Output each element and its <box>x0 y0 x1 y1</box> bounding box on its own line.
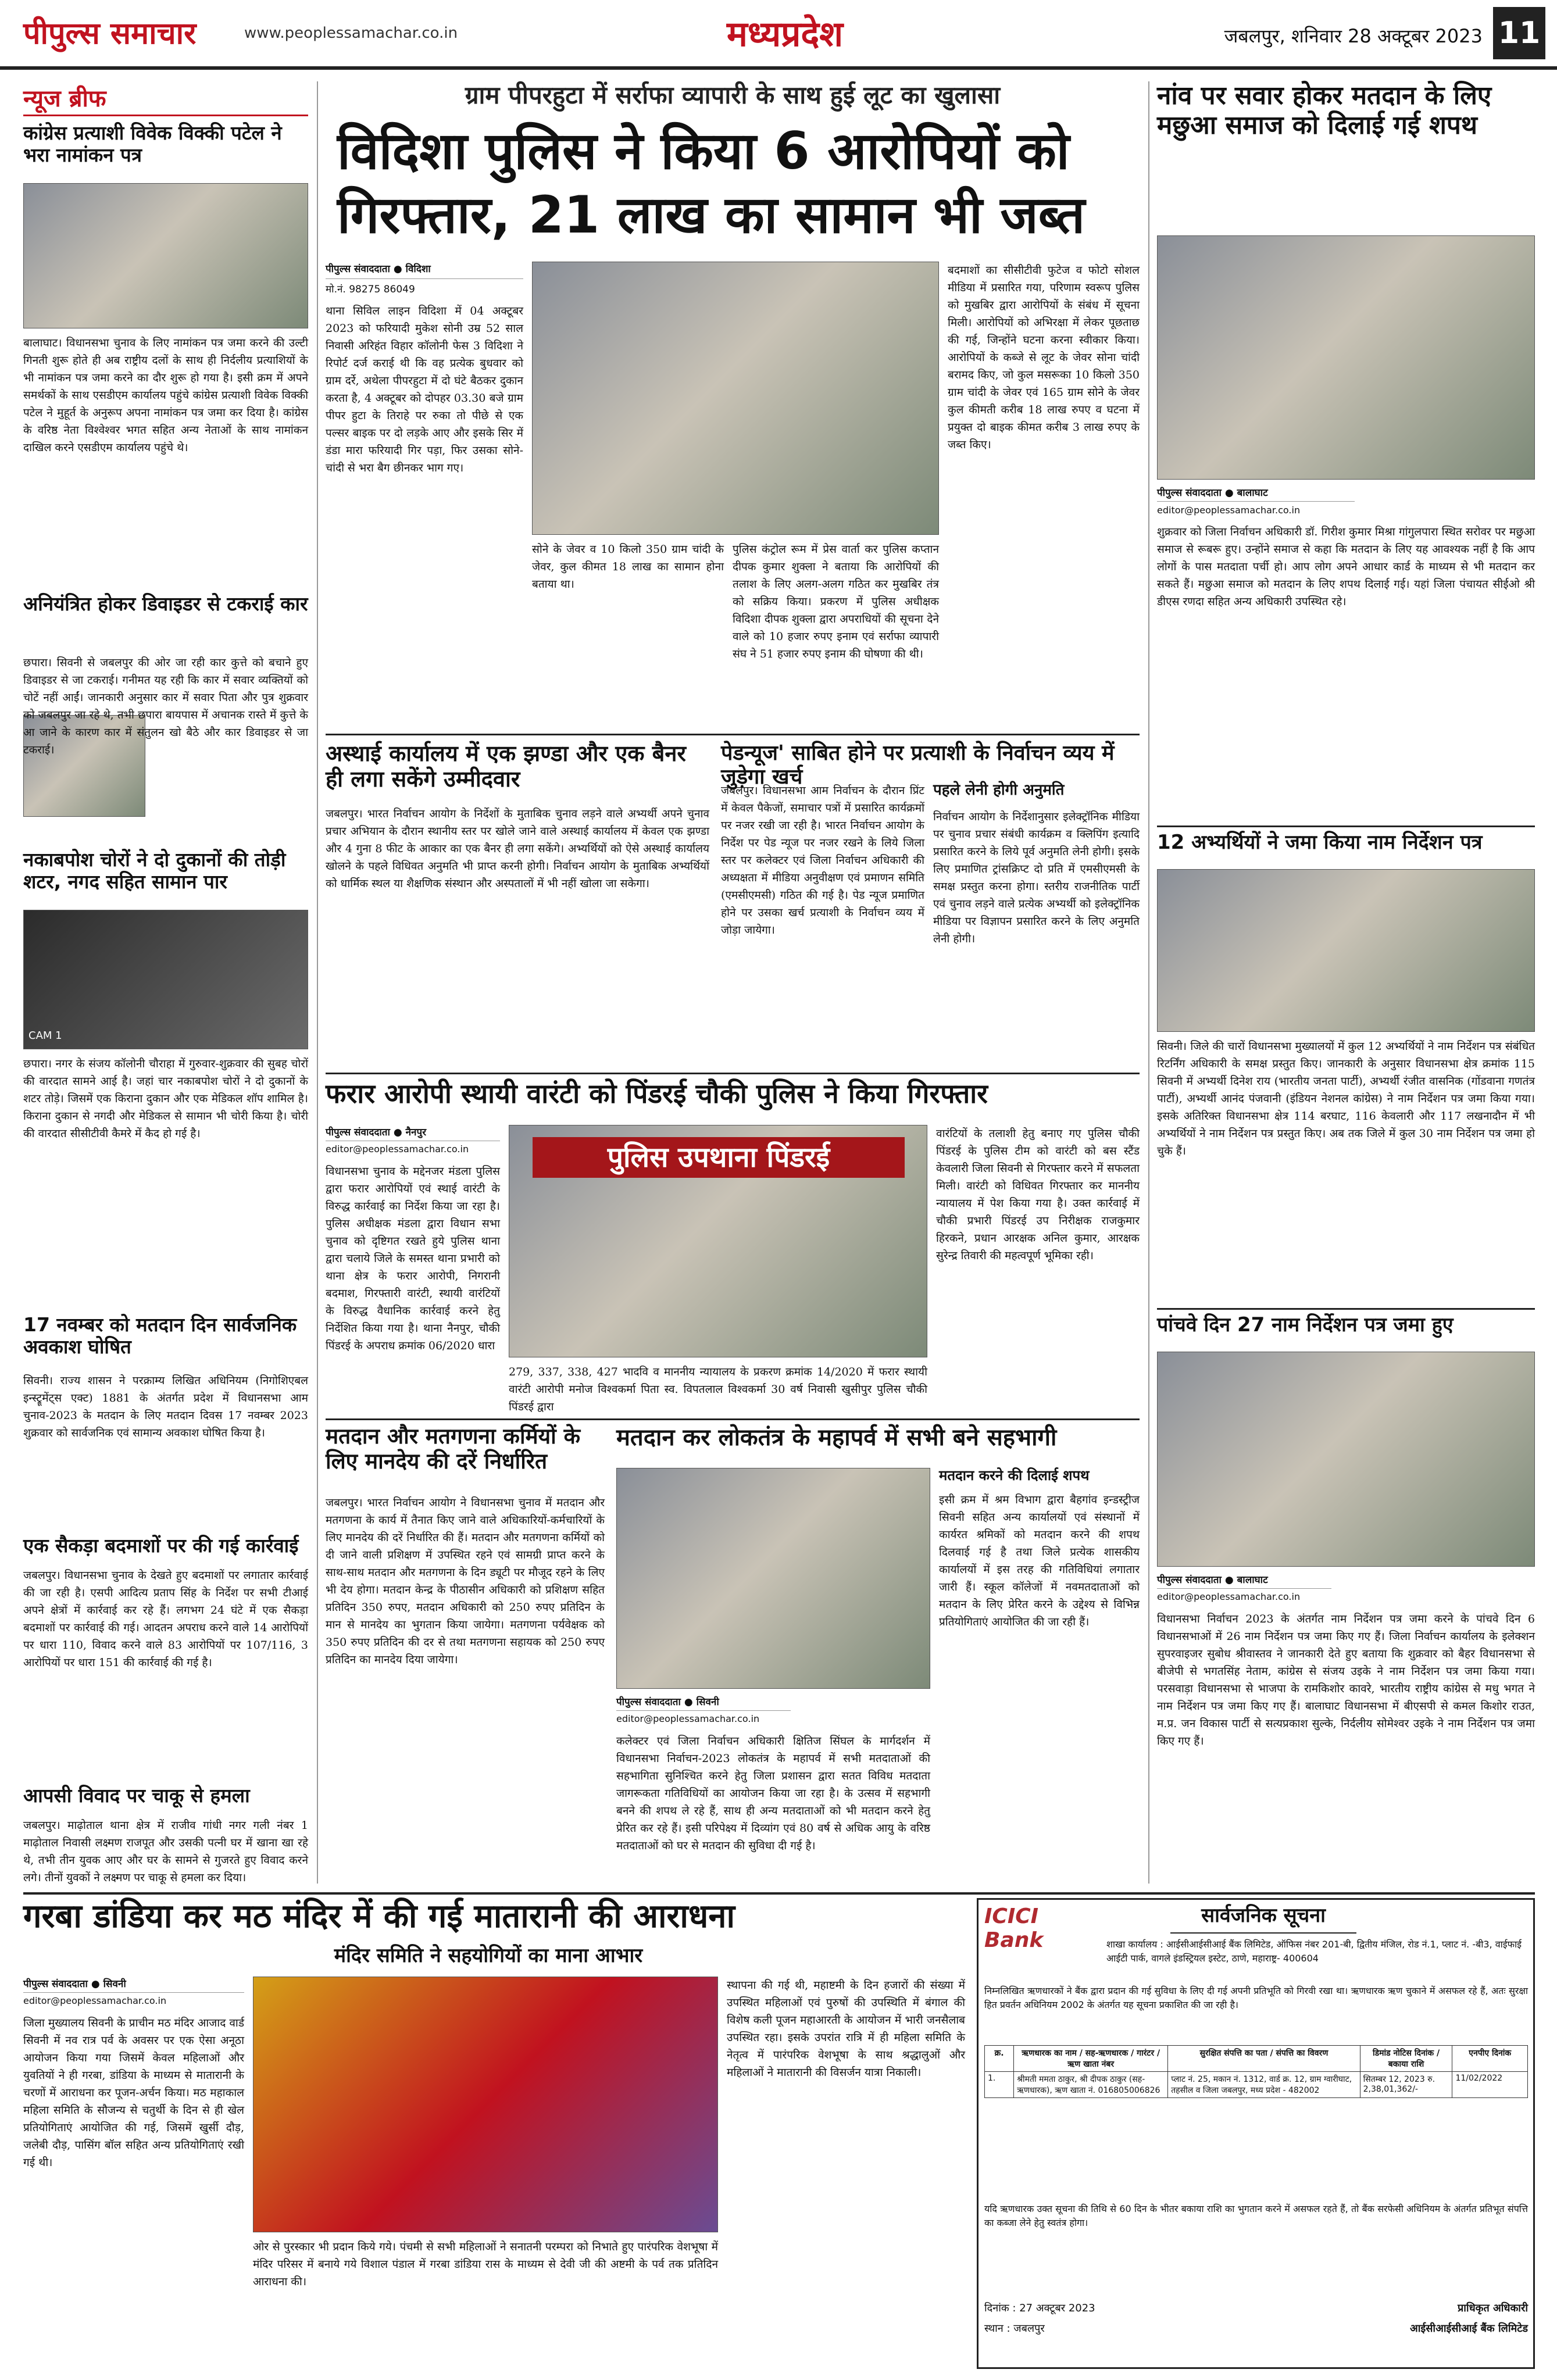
honorarium-story <box>326 1424 605 1884</box>
notice-cell: 11/02/2022 <box>1452 2072 1528 2098</box>
boat-headline: नांव पर सवार होकर मतदान के लिए मछुआ समाज को दिलाई गई शपथ <box>1157 81 1492 140</box>
garba-byline-name: पीपुल्स संवाददाता <box>23 1978 88 1990</box>
lead-police-photo <box>532 262 939 535</box>
democracy-text-2: इसी क्रम में श्रम विभाग द्वारा बैहगांव इन्डस्ट्रीज सिवनी सहित अन्य कार्यालयों एवं संस्थानों में कार्यरत श्रमिकों को मतदान करने की शपथ दिलवाई गई है तथा जिले प्रत्येक शासकीय कार्यालयों में इस तरह की गतिविधियां लगातार जारी हैं। स्कूल कॉलेजों में नवमतदाताओं को मतदान के लिए प्रेरित करने के उद्देश्य से विभिन्न प्रतियोगिताएं आयोजित की जा रही हैं। <box>939 1493 1140 1628</box>
lead-byline-name: पीपुल्स संवाददाता <box>326 263 390 275</box>
lead-kicker: ग्राम पीपरहुटा में सर्राफा व्यापारी के साथ हुई लूट का खुलासा <box>465 81 1001 109</box>
notice-table-wrap <box>984 2045 1528 2196</box>
section-rule <box>326 1418 1140 1420</box>
fifth-day-email[interactable]: editor@peoplessamachar.co.in <box>1157 1591 1301 1602</box>
brief-2-text: छपारा। सिवनी से जबलपुर की ओर जा रही कार कुत्ते को बचाने हुए डिवाइडर से जा टकराई। गनीमत यह रही कि कार में सवार व्यक्तियों को चोटें नहीं आईं। जानकारी अनुसार कार में सवार पिता और पुत्र शुक्रवार को जबलपुर जा रहे थे, तभी छपारा बायपास में अचानक रास्ते में कुत्ते के आ जाने के कारण कार में संतुलन खो बैठे और कार डिवाइडर से जा टकराई। <box>23 656 308 756</box>
notice-office-address: शाखा कार्यालय : आईसीआईसीआई बैंक लिमिटेड, ऑफिस नंबर 201-बी, द्वितीय मंजिल, रोड नं.1, प्लाट नं. -बी3, वाईफाई आईटी पार्क, वागले इंडस्ट्रियल इस्टेट, ठाणे, महाराष्ट्र- 400604 <box>1106 1939 1522 1964</box>
office-headline: अस्थाई कार्यालय में एक झण्डा और एक बैनर ही लगा सकेंगे उम्मीदवार <box>326 741 686 792</box>
fifth-day-story <box>1157 1314 1535 1889</box>
democracy-story <box>616 1424 1140 1884</box>
fifth-day-byline-location: बालाघाट <box>1237 1574 1268 1586</box>
notice-table <box>984 2045 1528 2098</box>
twelve-text: सिवनी। जिले की चारों विधानसभा मुख्यालयों में कुल 12 अभ्यर्थियों ने नाम निर्देशन पत्र संबंधित रिटर्निंग अधिकारी के समक्ष प्रस्तुत किए। जानकारी के अनुसार विधानसभा क्षेत्र क्रमांक 115 सिवनी में अभ्यर्थी दिनेश राय (भारतीय जनता पार्टी), अभ्यर्थी रंजीत वासनिक (गोंडवाना गणतंत्र पार्टी), अभ्यर्थी आनंद पंजवानी (इंडियन नेशनल कांग्रेस) ने नाम निर्देशन पत्र जमा किया गया। इसके अतिरिक्त विधानसभा क्षेत्र 114 बरघाट, 116 केवलारी और 117 लखनादौन में भी अभ्यर्थियों ने नाम निर्देशन पत्र प्रस्तुत किए। अब तक जिले में कुल 30 नाम निर्देशन पत्र जमा हो चुके हैं। <box>1157 1040 1535 1157</box>
masthead-logo: पीपुल्स समाचार <box>23 16 197 51</box>
brief-3-title: नकाबपोश चोरों ने दो दुकानों की तोड़ी शटर, नगद सहित सामान पार <box>23 848 286 893</box>
cam-label: CAM 1 <box>28 1030 62 1042</box>
garba-byline-location: सिवनी <box>103 1978 126 1990</box>
section-rule <box>326 1073 1140 1074</box>
democracy-byline: पीपुल्स संवाददाता ● सिवनी <box>616 1695 791 1711</box>
paidnews-text-2: निर्वाचन आयोग के निर्देशानुसार इलेक्ट्रॉनिक मीडिया पर चुनाव प्रचार संबंधी कार्यक्रम व क्लिपिंग इत्यादि प्रसारित करने के लिये पूर्व अनुमति लेनी होगी। इसके लिए प्रमाणित ट्रांसक्रिप्ट दो प्रति में एमसीएमसी के समक्ष प्रस्तुत करना होगा। स्तरीय राजनीतिक पार्टी एवं चुनाव लड़ने वाले प्रत्येक अभ्यर्थी को इलेक्ट्रॉनिक मीडिया पर विज्ञापन प्रसारित करने के लिए अनुमति लेनी होगी। <box>933 810 1140 945</box>
police-station-sign: पुलिस उपथाना पिंडरई <box>533 1137 905 1178</box>
fifth-day-rally-photo <box>1157 1352 1535 1567</box>
column-divider <box>1148 81 1149 1884</box>
notice-title: सार्वजनिक सूचना <box>1170 1904 1356 1934</box>
brief-1-photo <box>23 183 308 328</box>
boat-email[interactable]: editor@peoplessamachar.co.in <box>1157 505 1301 516</box>
garba-email[interactable]: editor@peoplessamachar.co.in <box>23 1995 167 2006</box>
fugitive-police-station-photo <box>509 1125 927 1357</box>
brief-5-title: एक सैकड़ा बदमाशों पर की गई कार्रवाई <box>23 1534 299 1557</box>
boat-byline-name: पीपुल्स संवाददाता <box>1157 487 1222 499</box>
fifth-day-byline-name: पीपुल्स संवाददाता <box>1157 1574 1222 1586</box>
table-row <box>985 2072 1528 2098</box>
fugitive-email[interactable]: editor@peoplessamachar.co.in <box>326 1143 469 1155</box>
honorarium-headline: मतदान और मतगणना कर्मियों के लिए मानदेय की दरें निर्धारित <box>326 1424 580 1474</box>
notice-cell: प्लाट नं. 25, मकान नं. 1312, वार्ड क्र. 12, ग्राम ग्वारीघाट, तहसील व जिला जबलपुर, मध्य प्रदेश - 482002 <box>1168 2072 1360 2098</box>
notice-place: स्थान : जबलपुर <box>984 2322 1045 2335</box>
fifth-day-text: विधानसभा निर्वाचन 2023 के अंतर्गत नाम निर्देशन पत्र जमा करने के पांचवे दिन 6 विधानसभाओं में 26 नाम निर्देशन पत्र जमा किए गए हैं। जिला निर्वाचन कार्यालय के इलेक्शन सुपरवाइजर सुबोध श्रीवास्तव ने जानकारी देते हुए बताया कि शुक्रवार को बैहर विधानसभा से बीजेपी से भगतसिंह नेताम, कांग्रेस से संजय उइके ने नाम निर्देशन पत्र जमा किया गया। परसवाड़ा विधानसभा से भाजपा के रामकिशोर कावरे, भारतीय राष्ट्रीय कांग्रेस से मधु भगत ने नाम निर्देशन पत्र जमा किए गए हैं। बालाघाट विधानसभा में बीएसपी से कमल किशोर राउत, म.प्र. जन विकास पार्टी से सत्यप्रकाश सुल्के, निर्दलीय सोमेश्वर उइके ने नाम निर्देशन पत्र जमा किए गए हैं। <box>1157 1613 1535 1748</box>
boat-photo <box>1157 235 1535 480</box>
paidnews-story <box>721 741 1140 1067</box>
notice-intro: निम्नलिखित ऋणधारकों ने बैंक द्वारा प्रदान की गई सुविधा के लिए दी गई अपनी प्रतिभूति को गिरवी रखा था। ऋणधारक ऋण चुकाने में असफल रहे हैं, अतः सुरक्षा हित प्रवर्तन अधिनियम 2002 के अंतर्गत यह सूचना प्रकाशित की जा रही है। <box>984 1985 1528 2010</box>
notice-signatory: प्राधिकृत अधिकारी <box>1458 2302 1528 2314</box>
brief-5-text: जबलपुर। विधानसभा चुनाव के देखते हुए बदमाशों पर लगातार कार्रवाई की जा रही है। एसपी आदित्य प्रताप सिंह के निर्देश पर सभी टीआई अपने क्षेत्रों में कार्रवाई कर रहे हैं। लगभग 24 घंटे में एक सैकड़ा बदमाशों पर कार्रवाई की गई। आदतन अपराध करने वाले 14 आरोपियों पर धारा 110, विवाद करने वाले 83 आरोपियों पर 107/116, 3 आरोपियों पर धारा 151 की कार्रवाई की गई है। <box>23 1569 308 1669</box>
brief-2-title: अनियंत्रित होकर डिवाइडर से टकराई कार <box>23 592 308 615</box>
brief-6-text: जबलपुर। माढ़ोताल थाना क्षेत्र में राजीव गांधी नगर गली नंबर 1 माढ़ोताल निवासी लक्ष्मण राजपूत और उसकी पत्नी घर में खाना खा रहे थे, तभी तीन युवक आए और घर के सामने से गुजरते हुए विवाद करने लगे। तीनों युवकों ने लक्ष्मण पर चाकू से हमला कर दिया। <box>23 1819 308 1884</box>
democracy-headline: मतदान कर लोकतंत्र के महापर्व में सभी बने सहभागी <box>616 1424 1057 1451</box>
fifth-day-byline: पीपुल्स संवाददाता ● बालाघाट <box>1157 1573 1331 1589</box>
boat-text: शुक्रवार को जिला निर्वाचन अधिकारी डॉ. गिरीश कुमार मिश्रा गांगुलपारा स्थित सरोवर पर मछुआ समाज से रूबरू हुए। उन्होंने समाज से कहा कि मतदान के लिए यह आवश्यक नहीं है कि आप लोगों के पास मतदाता पर्ची हो। आप लोग अपने आधार कार्ड के माध्यम से भी मतदान कर सकते हैं। मछुआ समाज को मतदान के लिए शपथ दिलाई गई। यहां जिला पंचायत सीईओ श्री डीएस रणदा सहित अन्य अधिकारी उपस्थित रहे। <box>1157 526 1535 608</box>
notice-header-cell: सुरक्षित संपत्ति का पता / संपत्ति का विवरण <box>1168 2046 1360 2072</box>
twelve-story <box>1157 831 1535 1302</box>
lead-photo-caption: सोने के जेवर व 10 किलो 350 ग्राम चांदी के जेवर, कुल कीमत 18 लाख का सामान होना बताया था। <box>532 543 724 591</box>
brief-3-cctv-photo <box>23 910 308 1049</box>
section-rule <box>23 1892 1535 1895</box>
garba-story <box>23 1898 965 2369</box>
notice-date: दिनांक : 27 अक्टूबर 2023 <box>984 2302 1095 2314</box>
lead-col1-text: थाना सिविल लाइन विदिशा में 04 अक्टूबर 2023 को फरियादी मुकेश सोनी उम्र 52 साल निवासी अरिहंत विहार कॉलोनी फेस 3 विदिशा ने रिपोर्ट दर्ज कराई थी कि वह प्रत्येक बुधवार को ग्राम दर्रे, अथेला पीपरहुटा में दो घंटे बैठकर दुकान करता है, 4 अक्टूबर को दोपहर 03.30 बजे ग्राम पीपर हुटा के तिराहे पर रुका तो पीछे से एक पल्सर बाइक पर दो लड़के आए और इसके सिर में डंडा मारा फरियादी गिर पड़ा, फिर उसका सोने-चांदी से भरा बैग छीनकर भाग गए। <box>326 305 523 474</box>
twelve-photo <box>1157 869 1535 1032</box>
masthead <box>0 0 1557 70</box>
column-divider <box>317 81 318 1884</box>
lead-story <box>326 81 1140 727</box>
fugitive-text: विधानसभा चुनाव के मद्देनजर मंडला पुलिस द्वारा फरार आरोपियों एवं स्थाई वारंटी के विरुद्ध कार्रवाई का निर्देश किया जा रहा है। पुलिस अधीक्षक मंडला द्वारा विधान सभा चुनाव को दृष्टिगत रखते हुये पुलिस थाना द्वारा चलाये जिले के समस्त थाना प्रभारी को थाना क्षेत्र के फरार आरोपी, निगरानी बदमाश, गिरफ्तारी वारंटी, स्थायी वारंटियों के विरुद्ध वैधानिक कार्रवाई करने हेतु निर्देशित किया गया है। थाना नैनपुर, चौकी पिंडरई के अपराध क्रमांक 06/2020 धारा <box>326 1165 500 1352</box>
garba-byline: पीपुल्स संवाददाता ● सिवनी <box>23 1977 244 1993</box>
brief-6-title: आपसी विवाद पर चाकू से हमला <box>23 1784 250 1807</box>
democracy-photo <box>616 1468 930 1689</box>
fugitive-photo-caption: 279, 337, 338, 427 भादवि व माननीय न्यायालय के प्रकरण क्रमांक 14/2020 में फरार स्थायी वारंटी आरोपी मनोज विश्वकर्मा पिता स्व. विपतलाल विश्वकर्मा 30 वर्ष निवासी खुसीपुर पुलिस चौकी पिंडरई द्वारा <box>509 1366 927 1413</box>
democracy-byline-name: पीपुल्स संवाददाता <box>616 1696 681 1708</box>
notice-cell: 1. <box>985 2072 1014 2098</box>
notice-signatory-bank: आईसीआईसीआई बैंक लिमिटेड <box>1410 2322 1528 2335</box>
notice-cell: सितम्बर 12, 2023 रु. 2,38,01,362/- <box>1360 2072 1452 2098</box>
section-title: मध्यप्रदेश <box>726 14 844 55</box>
boat-story <box>1157 81 1535 820</box>
section-rule <box>1157 826 1535 827</box>
fugitive-byline-name: पीपुल्स संवाददाता <box>326 1127 390 1138</box>
boat-byline-location: बालाघाट <box>1237 487 1268 499</box>
notice-header-cell: ऋणधारक का नाम / सह-ऋणधारक / गारंटर / ऋण खाता नंबर <box>1014 2046 1168 2072</box>
honorarium-text: जबलपुर। भारत निर्वाचन आयोग ने विधानसभा चुनाव में मतदान और मतगणना के कार्य में तैनात किए जाने वाले अधिकारियों-कर्मचारियों के लिए मानदेय की दरें निर्धारित की हैं। मतदान और मतगणना कर्मियों को दी जाने वाली प्रशिक्षण में उपस्थित रहने एवं सामग्री प्राप्त करने के साथ-साथ मतदान और मतगणना के दिन ड्यूटी पर मौजूद रहने के लिए भी देय होगा। मतदान केन्द्र के पीठासीन अधिकारी को प्रशिक्षण सहित प्रतिदिन 350 रुपए, मतदान अधिकारी को 250 रुपए प्रतिदिन के मान से मानदेय का भुगतान किया जायेगा। मतगणना पर्यवेक्षक को 350 रुपए प्रतिदिन की दर से तथा मतगणना सहायक को 250 रुपए प्रतिदिन का मानदेय दिया जायेगा। <box>326 1496 605 1666</box>
brief-4-text: सिवनी। राज्य शासन ने परक्राम्य लिखित अधिनियम (निगोशिएबल इन्स्ट्रूमेंट्स एक्ट) 1881 के अंतर्गत प्रदेश में विधानसभा आम चुनाव-2023 के मतदान के लिए मतदान दिवस 17 नवम्बर 2023 शुक्रवार को सार्वजनिक एवं सामान्य अवकाश घोषित किया है। <box>23 1374 308 1439</box>
lead-col3-text: बदमाशों का सीसीटीवी फुटेज व फोटो सोशल मीडिया में प्रसारित गया, परिणाम स्वरूप पुलिस को मुखबिर द्वारा आरोपियों के संबंध में सूचना मिली। आरोपियों को अभिरक्षा में लेकर पूछताछ की गई, जिन्होंने घटना करना स्वीकार किया। आरोपियों के कब्जे से लूट के जेवर सोना चांदी बरामद किए, जो कुल मसरूका 10 किलो 350 ग्राम चांदी के जेवर एवं 165 ग्राम सोने के जेवर कुल कीमती करीब 18 लाख रुपए व घटना में प्रयुक्त दो बाइक कीमत करीब 3 लाख रुपए के जब्त किए। <box>948 264 1140 451</box>
paidnews-text: जबलपुर। विधानसभा आम निर्वाचन के दौरान प्रिंट में केवल पैकेजों, समाचार पत्रों में प्रसारित कार्यक्रमों पर नजर रखी जा रही है। भारत निर्वाचन आयोग के निर्देश पर पेड न्यूज पर नजर रखने के लिये जिला स्तर पर कलेक्टर एवं जिला निर्वाचन अधिकारी की अध्यक्षता में मीडिया अनुवीक्षण एवं प्रमाणन समिति (एमसीएमसी) गठित की गई है। पेड न्यूज प्रमाणित होने पर उसका खर्च प्रत्याशी के निर्वाचन व्यय में जोड़ा जायेगा। <box>721 784 924 937</box>
garba-headline: गरबा डांडिया कर मठ मंदिर में की गई मातारानी की आराधना <box>23 1897 735 1935</box>
brief-1-text: बालाघाट। विधानसभा चुनाव के लिए नामांकन पत्र जमा करने की उल्टी गिनती शुरू होते ही अब राष्ट्रीय दलों के साथ ही निर्दलीय प्रत्याशियों के भी नामांकन पत्र जमा करने का दौर शुरू हो गया है। इसी क्रम में अपने समर्थकों के साथ एसडीएम कार्यालय पहुंचे कांग्रेस प्रत्याशी विवेक विक्की पटेल ने मुहूर्त के अनुरूप अपना नामांकन पत्र जमा कर दिया है। कांग्रेस के वरिष्ठ नेता विश्वेश्वर भगत सहित अन्य नेताओं के साथ नामांकन दाखिल करने एसडीएम कार्यालय पहुंचे थे। <box>23 337 308 454</box>
fugitive-headline: फरार आरोपी स्थायी वारंटी को पिंडरई चौकी पुलिस ने किया गिरफ्तार <box>326 1078 988 1109</box>
democracy-subhead: मतदान करने की दिलाई शपथ <box>939 1467 1090 1484</box>
fifth-day-headline: पांचवे दिन 27 नाम निर्देशन पत्र जमा हुए <box>1157 1313 1454 1336</box>
notice-cell: श्रीमती ममता ठाकुर, श्री दीपक ठाकुर (सह-ऋणधारक), ऋण खाता नं. 016805006826 <box>1014 2072 1168 2098</box>
brief-4-title: 17 नवम्बर को मतदान दिन सार्वजनिक अवकाश घोषित <box>23 1313 297 1358</box>
paidnews-headline: पेडन्यूज' साबित होने पर प्रत्याशी के निर्वाचन व्यय में जुड़ेगा खर्च <box>721 741 1115 789</box>
notice-footer: यदि ऋणधारक उक्त सूचना की तिथि से 60 दिन के भीतर बकाया राशि का भुगतान करने में असफल रहते हैं, तो बैंक सरफेसी अधिनियम के अंतर्गत प्रतिभूत संपत्ति का कब्जा लेने हेतु स्वतंत्र होगा। <box>984 2203 1528 2228</box>
democracy-email[interactable]: editor@peoplessamachar.co.in <box>616 1713 760 1724</box>
dateline: जबलपुर, शनिवार 28 अक्टूबर 2023 <box>1224 25 1483 47</box>
masthead-website[interactable]: www.peoplessamachar.co.in <box>244 24 458 42</box>
notice-table-header <box>985 2046 1528 2072</box>
icici-logo: ICICI Bank <box>984 1904 1044 1952</box>
news-brief-label: न्यूज ब्रीफ <box>23 81 308 116</box>
page-number: 11 <box>1493 7 1545 59</box>
brief-1-title: कांग्रेस प्रत्याशी विवेक विक्की पटेल ने भरा नामांकन पत्र <box>23 121 282 166</box>
garba-text-2: स्थापना की गई थी, महाष्टमी के दिन हजारों की संख्या में उपस्थित महिलाओं एवं पुरुषों की उपस्थिति में बंगाल की विशेष कली पूजन महाआरती के आयोजन में भारी जनसैलाब उपस्थित रहा। इसके उपरांत रात्रि में ही महिला समिति के नेतृत्व में पारंपरिक वेशभूषा के साथ श्रद्धालुओं और महिलाओं ने मातारानी की विसर्जन यात्रा निकाली। <box>727 1979 965 2079</box>
boat-byline: पीपुल्स संवाददाता ● बालाघाट <box>1157 485 1355 502</box>
paidnews-subhead: पहले लेनी होगी अनुमति <box>933 781 1065 799</box>
icici-public-notice <box>977 1898 1535 2369</box>
fugitive-byline: पीपुल्स संवाददाता ● नैनपुर <box>326 1125 500 1141</box>
lead-headline: विदिशा पुलिस ने किया 6 आरोपियों को गिरफ्तार, 21 लाख का सामान भी जब्त <box>337 121 1085 245</box>
office-text: जबलपुर। भारत निर्वाचन आयोग के निर्देशों के मुताबिक चुनाव लड़ने वाले अभ्यर्थी अपने चुनाव प्रचार अभियान के दौरान स्थानीय स्तर पर खोले जाने वाले अस्थाई कार्यालय में केवल एक झण्डा और 4 गुना 8 फीट के आकार का एक बैनर ही लगा सकेंगे। अभ्यर्थियों को ऐसे अस्थाई कार्यालय खोलने के पहले विधिवत अनुमति भी प्राप्त करनी होगी। निर्वाचन आयोग के मुताबिक अभ्यर्थियों को धार्मिक स्थल या शैक्षणिक संस्थान और अस्पतालों में भी नहीं खोला जा सकेगा। <box>326 807 709 890</box>
garba-text: जिला मुख्यालय सिवनी के प्राचीन मठ मंदिर आजाद वार्ड सिवनी में नव रात्र पर्व के अवसर पर एक ऐसा अनूठा आयोजन किया गया जिसमें केवल महिलाओं और युवतियों ने ही गरबा, डांडिया के माध्यम से मातारानी के चरणों में आराधना कर पूजन-अर्चन किया। मठ महाकाल महिला समिति के सौजन्य से चतुर्थी के दिन से ही खेल प्रतियोगिताएं आयोजित की गई, जिसमें खुर्सी दौड़, जलेबी दौड़, पासिंग बॉल सहित अन्य प्रतियोगिताएं रखी गई थी। <box>23 2017 244 2169</box>
section-rule <box>326 734 1140 735</box>
news-brief-column <box>23 81 308 1884</box>
brief-3-text: छपारा। नगर के संजय कॉलोनी चौराहा में गुरुवार-शुक्रवार की सुबह चोरों की वारदात सामने आई है। जहां चार नकाबपोश चोरों ने दो दुकानों के शटर तोड़े। जिसमें एक किराना दुकान और एक मेडिकल शॉप शामिल है। किराना दुकान से नगदी और मेडिकल से सामान भी चोरी किया है। चोरी की वारदात सीसीटीवी कैमरे में कैद हो गई है। <box>23 1057 308 1140</box>
fugitive-byline-location: नैनपुर <box>405 1127 427 1138</box>
fugitive-story <box>326 1078 1140 1413</box>
fugitive-text-2: वारंटियों के तलाशी हेतु बनाए गए पुलिस चौकी पिंडरई के पुलिस टीम को वारंटी को बस स्टैंड केवलारी जिला सिवनी से गिरफ्तार करने में सफलता मिली। वारंटी को विधिवत गिरफ्तार कर माननीय न्यायालय में पेश किया गया है। उक्त कार्रवाई में चौकी प्रभारी पिंडरई उप निरीक्षक राजकुमार हिरकने, प्रधान आरक्षक अनिल कुमार, आरक्षक सुरेन्द्र तिवारी की महत्वपूर्ण भूमिका रही। <box>936 1127 1140 1262</box>
garba-photo-caption: ओर से पुरस्कार भी प्रदान किये गये। पंचमी से सभी महिलाओं ने सनातनी परम्परा को निभाते हुए पारंपरिक वेशभूषा में मंदिर परिसर में बनाये गये विशाल पंडाल में गरबा डांडिया रास के माध्यम से देवी जी की अष्टमी के पर्व तक प्रतिदिन आराधना की। <box>253 2240 718 2288</box>
garba-photo <box>253 1977 718 2232</box>
garba-subhead: मंदिर समिति ने सहयोगियों का माना आभार <box>334 1944 643 1967</box>
lead-mobile: मो.नं. 98275 86049 <box>326 284 415 295</box>
notice-header-cell: एनपीए दिनांक <box>1452 2046 1528 2072</box>
lead-byline: पीपुल्स संवाददाता ● विदिशा <box>326 262 523 279</box>
democracy-text: कलेक्टर एवं जिला निर्वाचन अधिकारी क्षितिज सिंघल के मार्गदर्शन में विधानसभा निर्वाचन-2023 लोकतंत्र के महापर्व में सभी मतदाताओं की सहभागिता सुनिश्चित करने हेतु जिला प्रशासन द्वारा सतत विविध मतदाता जागरूकता गतिविधियों का आयोजन किया जा रहा है। के उत्सव में सहभागी बनने की शपथ ले रहे हैं, साथ ही अन्य मतदाताओं को भी मतदान करने हेतु प्रेरित कर रहे हैं। इसी परिपेक्ष्य में दिव्यांग एवं 80 वर्ष से अधिक आयु के वरिष्ठ मतदाताओं को घर से मतदान की सुविधा दी गई है। <box>616 1735 930 1852</box>
notice-header-cell: क्र. <box>985 2046 1014 2072</box>
lead-byline-location: विदिशा <box>405 263 431 275</box>
twelve-headline: 12 अभ्यर्थियों ने जमा किया नाम निर्देशन पत्र <box>1157 831 1483 854</box>
notice-header-cell: डिमांड नोटिस दिनांक / बकाया राशि <box>1360 2046 1452 2072</box>
office-story <box>326 741 709 1067</box>
democracy-byline-location: सिवनी <box>696 1696 719 1708</box>
lead-col2-text: पुलिस कंट्रोल रूम में प्रेस वार्ता कर पुलिस कप्तान दीपक कुमार शुक्ला ने बताया कि आरोपियों की तलाश के लिए अलग-अलग गठित कर मुखबिर तंत्र को सक्रिय किया। प्रकरण में पुलिस अधीक्षक विदिशा दीपक शुक्ला द्वारा अपराधियों की सूचना देने वाले को 10 हजार रुपए इनाम एवं सर्राफा व्यापारी संघ ने 51 हजार रुपए इनाम की घोषणा की थी। <box>733 543 939 660</box>
section-rule <box>1157 1308 1535 1310</box>
